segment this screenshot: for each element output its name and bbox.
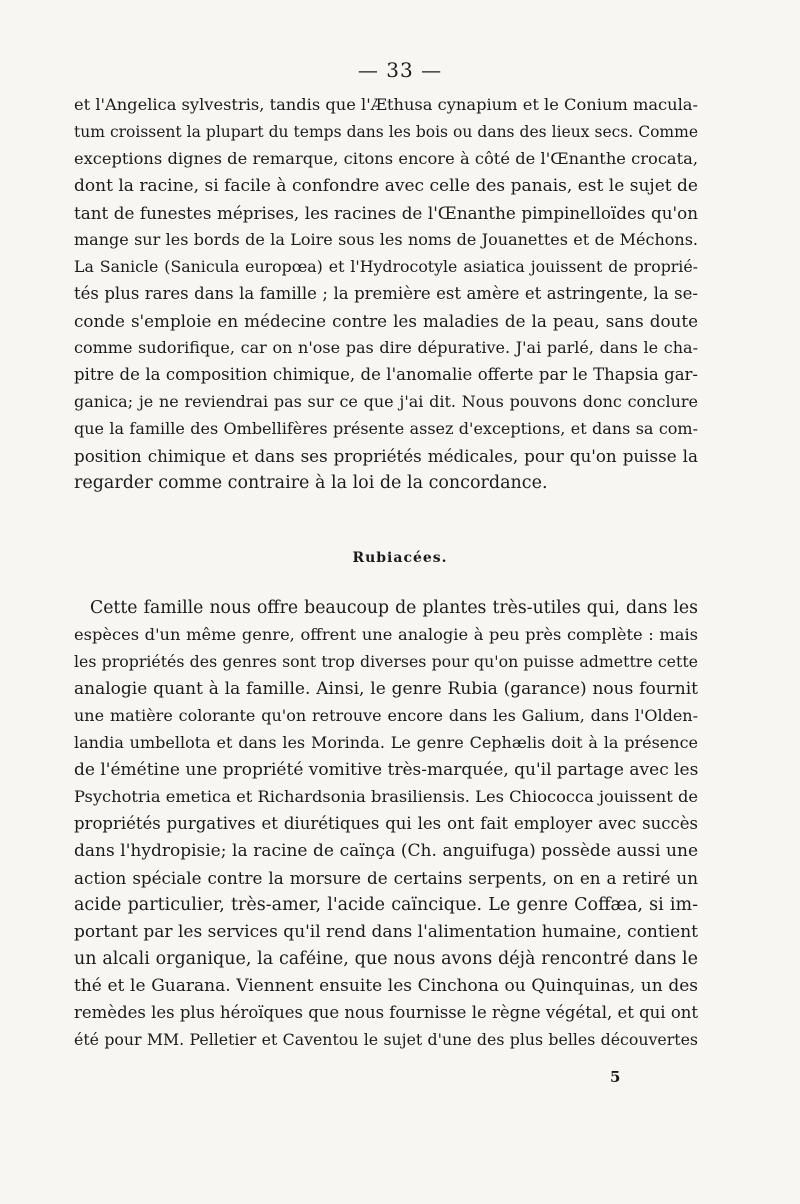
text-line: acide particulier, très-amer, l'acide caïncique. Le genre Coffæa, si im-: [74, 895, 698, 915]
text-line: action spéciale contre la morsure de certains serpents, on en a retiré un: [74, 868, 698, 888]
text-line: analogie quant à la famille. Ainsi, le genre Rubia (garance) nous fournit: [74, 679, 698, 699]
text-line: exceptions dignes de remarque, citons encore à côté de l'Œnanthe crocata,: [74, 149, 698, 168]
text-line: tum croissent la plupart du temps dans les bois ou dans des lieux secs. Comme: [74, 123, 698, 141]
text-line: Cette famille nous offre beaucoup de plantes très-utiles qui, dans les: [90, 598, 698, 618]
text-line: propriétés purgatives et diurétiques qui les ont fait employer avec succès: [74, 814, 698, 833]
text-line: mange sur les bords de la Loire sous les noms de Jouanettes et de Méchons.: [74, 230, 698, 249]
text-line: landia umbellota et dans les Morinda. Le genre Cephælis doit à la présence: [74, 733, 698, 752]
signature-mark: 5: [610, 1068, 621, 1086]
text-line: position chimique et dans ses propriétés médicales, pour qu'on puisse la: [74, 446, 698, 466]
text-line: dans l'hydropisie; la racine de caïnça (Ch. anguifuga) possède aussi une: [74, 841, 698, 861]
text-line: que la famille des Ombellifères présente assez d'exceptions, et dans sa com-: [74, 419, 698, 438]
text-line: comme sudorifique, car on n'ose pas dire dépurative. J'ai parlé, dans le cha-: [74, 338, 698, 357]
text-line: et l'Angelica sylvestris, tandis que l'Æthusa cynapium et le Conium macula-: [74, 95, 698, 114]
section-title: Rubiacées.: [352, 550, 448, 566]
text-line: regarder comme contraire à la loi de la concordance.: [74, 473, 548, 493]
text-line: remèdes les plus héroïques que nous fournisse le règne végétal, et qui ont: [74, 1003, 699, 1022]
text-line: tés plus rares dans la famille ; la première est amère et astringente, la se-: [74, 284, 698, 303]
text-line: dont la racine, si facile à confondre avec celle des panais, est le sujet de: [74, 176, 698, 196]
text-line: portant par les services qu'il rend dans l'alimentation humaine, contient: [74, 922, 698, 942]
text-line: été pour MM. Pelletier et Caventou le sujet d'une des plus belles découvertes: [74, 1030, 698, 1049]
text-line: thé et le Guarana. Viennent ensuite les Cinchona ou Quinquinas, un des: [74, 976, 698, 996]
text-line: une matière colorante qu'on retrouve encore dans les Galium, dans l'Olden-: [74, 706, 698, 725]
text-line: de l'émétine une propriété vomitive très-marquée, qu'il partage avec les: [74, 760, 699, 780]
text-line: espèces d'un même genre, offrent une analogie à peu près complète : mais: [74, 625, 698, 644]
text-line: Psychotria emetica et Richardsonia brasiliensis. Les Chiococca jouissent de: [74, 787, 698, 806]
page-header: — 33 —: [357, 58, 443, 82]
text-line: un alcali organique, la caféine, que nous avons déjà rencontré dans le: [74, 949, 698, 969]
text-line: La Sanicle (Sanicula europœa) et l'Hydrocotyle asiatica jouissent de proprié-: [74, 257, 698, 276]
text-line: les propriétés des genres sont trop diverses pour qu'on puisse admettre cette: [74, 652, 698, 671]
text-line: pitre de la composition chimique, de l'anomalie offerte par le Thapsia gar-: [74, 365, 698, 384]
text-line: tant de funestes méprises, les racines de l'Œnanthe pimpinelloïdes qu'on: [74, 203, 698, 223]
text-line: ganica; je ne reviendrai pas sur ce que j'ai dit. Nous pouvons donc conclure: [74, 392, 698, 411]
text-line: conde s'emploie en médecine contre les maladies de la peau, sans doute: [74, 311, 698, 331]
